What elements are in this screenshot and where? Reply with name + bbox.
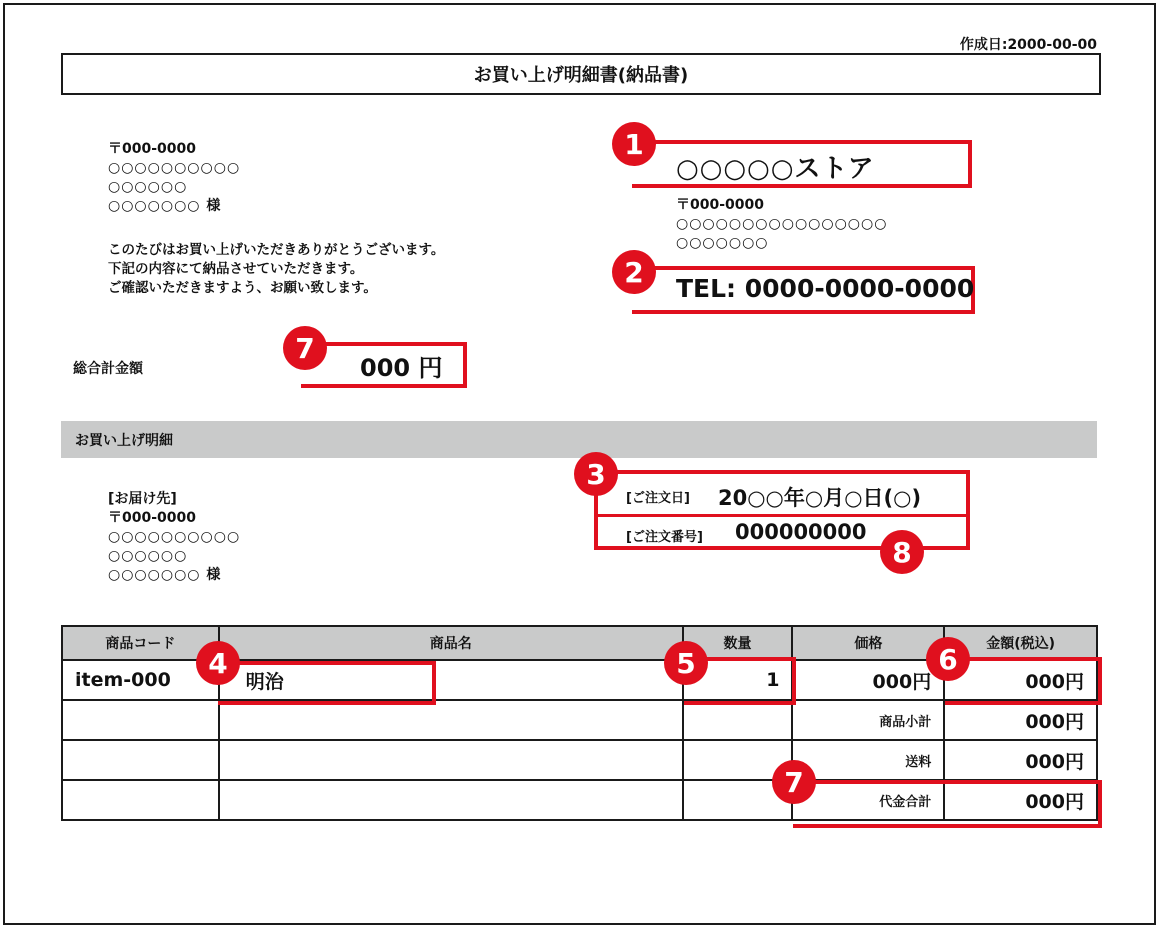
badge-7-bottom: 7 (772, 760, 816, 804)
item-price: 000円 (792, 660, 944, 700)
badge-3: 3 (574, 452, 618, 496)
badge-7-top: 7 (283, 326, 327, 370)
table-row (62, 740, 1097, 780)
badge-4: 4 (196, 641, 240, 685)
header-qty: 数量 (683, 626, 793, 660)
created-date: 作成日:2000-00-00 (959, 37, 1097, 53)
store-name: ○○○○○ストア (676, 154, 875, 184)
item-name-highlight (218, 661, 436, 705)
badge-2: 2 (612, 250, 656, 294)
delivery-line2: ○○○○○○ (108, 548, 188, 564)
header-code: 商品コード (62, 626, 219, 660)
greeting-line3: ご確認いただきますよう、お願い致します。 (108, 280, 377, 296)
greeting-line1: このたびはお買い上げいただきありがとうございます。 (108, 242, 445, 258)
total-label: 総合計金額 (73, 361, 143, 377)
cod-total-highlight (793, 780, 1102, 828)
recipient-address (108, 140, 240, 216)
item-qty: 1 (683, 660, 793, 700)
badge-8: 8 (880, 530, 924, 574)
store-postal: 〒000-0000 (676, 197, 764, 213)
subtotal-value: 000円 (944, 700, 1097, 740)
badge-6: 6 (926, 637, 970, 681)
greeting-line2: 下記の内容にて納品させていただきます。 (108, 261, 364, 277)
header-price: 価格 (792, 626, 944, 660)
delivery-address (108, 490, 240, 585)
delivery-postal: 〒000-0000 (108, 510, 196, 526)
recipient-name: ○○○○○○○ 様 (108, 198, 222, 214)
subtotal-label: 商品小計 (792, 700, 944, 740)
order-info-divider (594, 514, 970, 517)
store-address (676, 196, 887, 253)
recipient-postal: 〒000-0000 (108, 141, 196, 157)
recipient-line2: ○○○○○○ (108, 179, 188, 195)
store-tel: TEL: 0000-0000-0000 (676, 274, 975, 303)
table-row (62, 700, 1097, 740)
cod-total-value: 000円 (944, 780, 1097, 820)
order-date-value: 20○○年○月○日(○) (718, 486, 922, 510)
badge-1: 1 (612, 122, 656, 166)
delivery-name: ○○○○○○○ 様 (108, 567, 222, 583)
shipping-value: 000円 (944, 740, 1097, 780)
total-value: 000 円 (360, 354, 443, 382)
order-no-label: [ご注文番号] (626, 530, 703, 545)
badge-5: 5 (664, 641, 708, 685)
store-line2: ○○○○○○○ (676, 235, 769, 251)
greeting-text (108, 241, 444, 298)
delivery-label: [お届け先] (108, 491, 177, 507)
header-name: 商品名 (219, 626, 683, 660)
document-title: お買い上げ明細書(納品書) (61, 53, 1101, 95)
item-amount: 000円 (944, 660, 1097, 700)
recipient-line1: ○○○○○○○○○○ (108, 160, 241, 176)
order-date-label: [ご注文日] (626, 491, 690, 506)
cod-total-label: 代金合計 (792, 780, 944, 820)
details-section-title: お買い上げ明細 (61, 421, 1097, 458)
shipping-label: 送料 (792, 740, 944, 780)
delivery-line1: ○○○○○○○○○○ (108, 529, 241, 545)
item-name: 明治 (219, 660, 683, 700)
header-amount: 金額(税込) (944, 626, 1097, 660)
store-line1: ○○○○○○○○○○○○○○○○ (676, 216, 888, 232)
order-no-value: 000000000 (735, 520, 867, 544)
item-code: item-000 (62, 660, 219, 700)
